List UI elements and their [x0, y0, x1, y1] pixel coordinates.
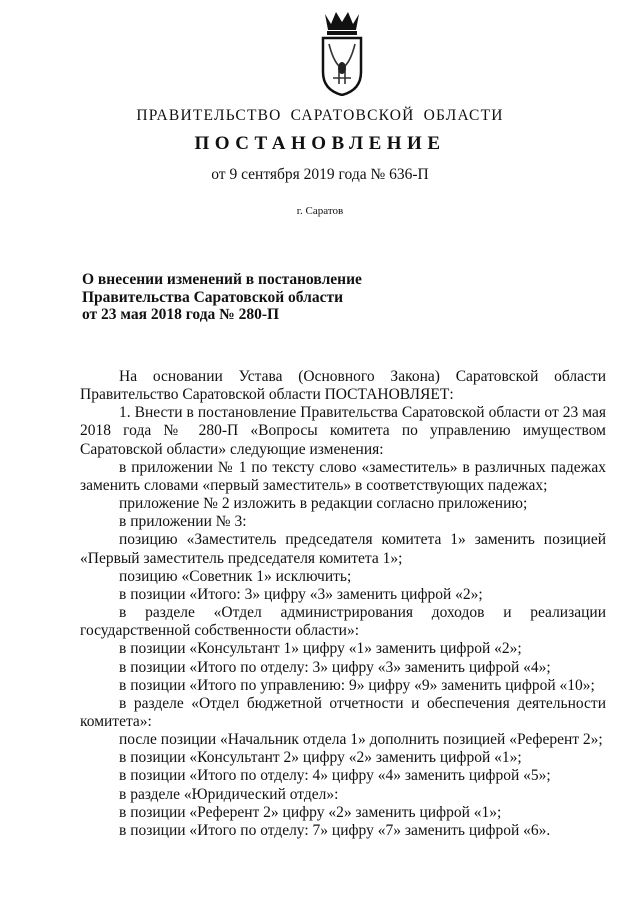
body-line: заменить словами «первый заместитель» в соответствующих падежах; [80, 476, 548, 494]
body-line: в позиции «Референт 2» цифру «2» заменить цифрой «1»; [119, 803, 502, 821]
body-line: На основании Устава (Основного Закона) Саратовской области [119, 368, 606, 385]
government-name: ПРАВИТЕЛЬСТВО САРАТОВСКОЙ ОБЛАСТИ [136, 107, 504, 124]
body-line: 2018 года № 280-П «Вопросы комитета по управлению имуществом [80, 422, 606, 440]
body-line: в позиции «Итого по отделу: 4» цифру «4» заменить цифрой «5»; [119, 767, 551, 785]
body-line: комитета»: [80, 712, 152, 730]
saratov-coat-of-arms-icon [317, 10, 367, 96]
subject-line: Правительства Саратовской области [82, 288, 343, 306]
body-line: «Первый заместитель председателя комитета 1»; [80, 549, 403, 567]
document-subject [82, 271, 362, 324]
body-line: 1. Внести в постановление Правительства Саратовской области от 23 мая [119, 404, 606, 422]
document-body [80, 368, 606, 840]
body-line: приложение № 2 изложить в редакции согласно приложению; [119, 495, 528, 513]
body-line: в позиции «Итого по отделу: 3» цифру «3» заменить цифрой «4»; [119, 658, 551, 676]
body-line: в разделе «Отдел администрирования доходов и реализации [119, 604, 606, 622]
document-date-number: от 9 сентября 2019 года № 636-П [211, 166, 429, 183]
body-line: государственной собственности области»: [80, 622, 360, 640]
body-line: в позиции «Консультант 1» цифру «1» заменить цифрой «2»; [119, 640, 522, 658]
body-line: Правительство Саратовской области ПОСТАНОВЛЯЕТ: [80, 386, 454, 404]
body-line: в приложении № 3: [119, 513, 247, 531]
subject-line: О внесении изменений в постановление [82, 271, 362, 288]
body-line: в позиции «Итого по отделу: 7» цифру «7» заменить цифрой «6». [119, 821, 551, 839]
body-line: позицию «Заместитель председателя комитета 1» заменить позицией [119, 531, 606, 549]
document-type: ПОСТАНОВЛЕНИЕ [194, 133, 446, 154]
body-line: в приложении № 1 по тексту слово «заместитель» в различных падежах [119, 458, 606, 476]
subject-line: от 23 мая 2018 года № 280-П [82, 306, 280, 323]
body-line: Саратовской области» следующие изменения: [80, 440, 384, 458]
body-line: в позиции «Итого: 3» цифру «3» заменить цифрой «2»; [119, 585, 483, 603]
body-line: позицию «Советник 1» исключить; [119, 567, 352, 585]
body-line: в разделе «Юридический отдел»: [119, 785, 339, 803]
body-line: после позиции «Начальник отдела 1» дополнить позицией «Референт 2»; [119, 731, 603, 749]
document-city: г. Саратов [296, 205, 344, 217]
body-line: в позиции «Консультант 2» цифру «2» заменить цифрой «1»; [119, 749, 522, 767]
body-line: в разделе «Отдел бюджетной отчетности и обеспечения деятельности [119, 694, 606, 712]
body-line: в позиции «Итого по управлению: 9» цифру «9» заменить цифрой «10»; [119, 676, 595, 694]
